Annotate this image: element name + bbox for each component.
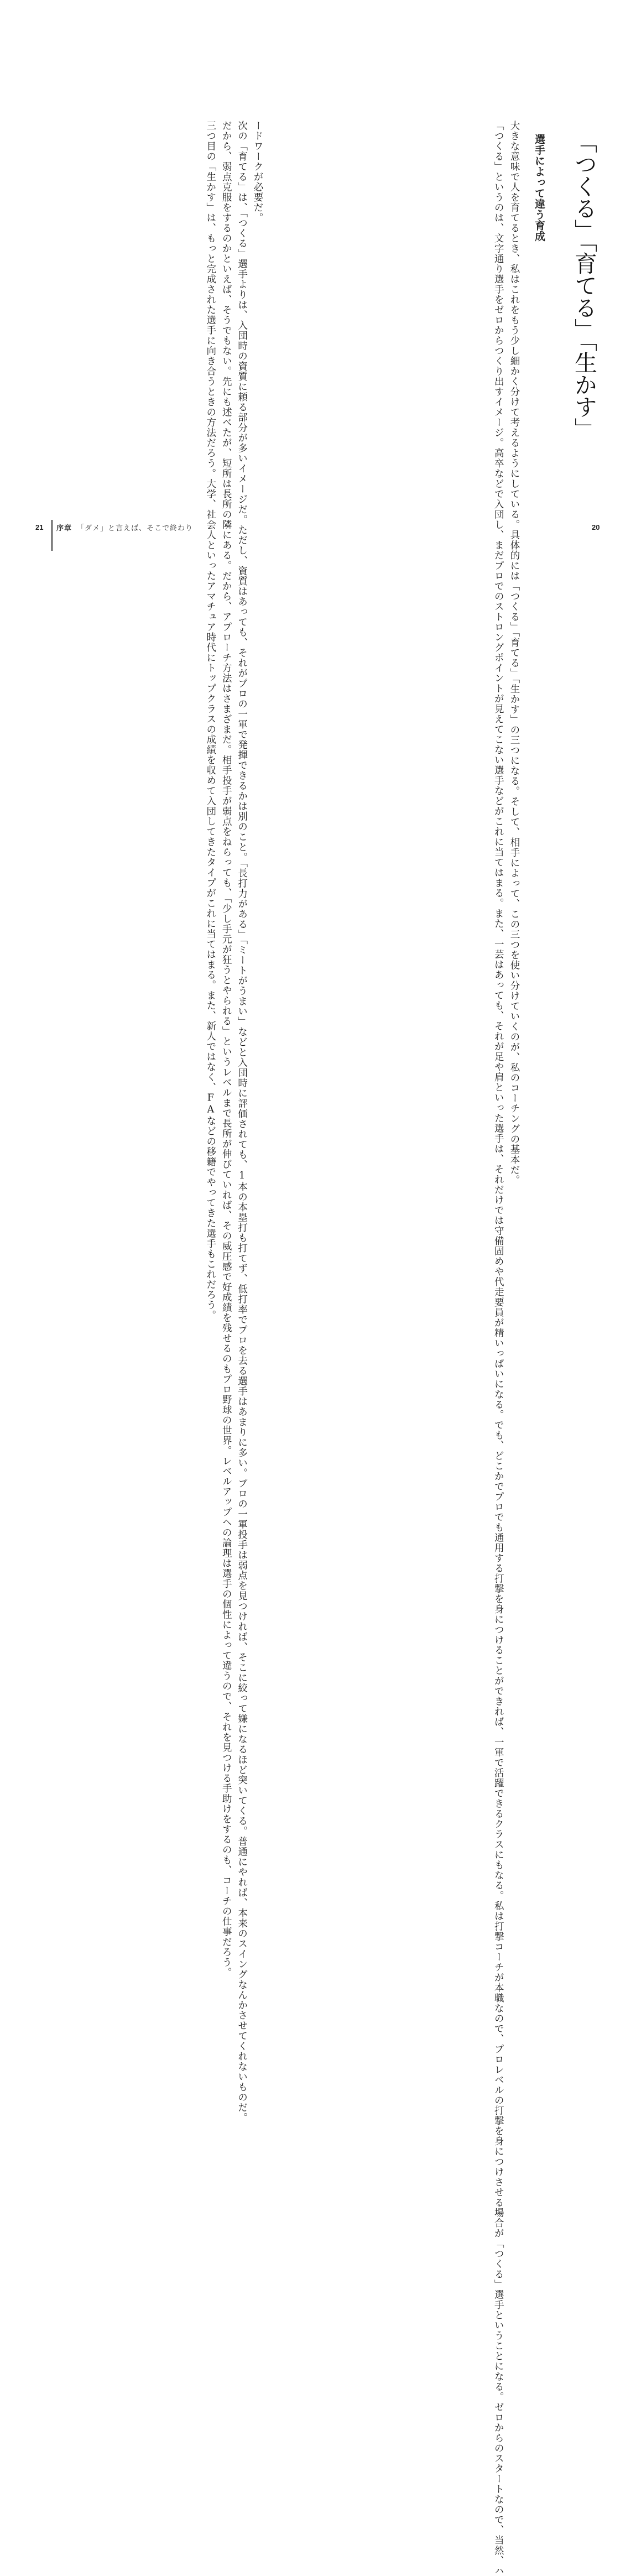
running-head-title: 「ダメ」と言えば、そこで終わり (77, 524, 194, 533)
section-heading: 選手によって違う育成 (533, 134, 545, 242)
paragraph: 大きな意味で人を育てるとき、私はこれをもう少し細かく分けて考えるようにしている。具体的には「つくる」「育てる」「生かす」の三つになる。そして、相手によって、この三つを使い分けていくのが、私のコーチングの基本だ。 (509, 121, 520, 1185)
paragraph: 「つくる」というのは、文字通り選手をゼロからつくり出すイメージ。高卒などで入団し、まだプロでのストロングポイントが見えてこない選手などがこれに当てはまる。また、一芸はあっても、それが足や肩といった選手は、それだけでは守備固めや代走要員が精いっぱいになる。でも、どこかでプロでも通用する打撃を身につけることができれば、一軍で活躍できるクラスにもなる。私は打撃コーチが本職なので、プロレベルの打撃を身につけさせる場合が「つくる」選手ということになる。ゼロからのスタートなので、当然、ハ (493, 121, 504, 2576)
running-head (56, 522, 193, 533)
running-head-chapter: 序章 (56, 524, 72, 533)
paragraph: 三つ目の「生かす」は、もっと完成された選手に向き合うときの方法だろう。大学、社会人といったアマチュア時代にトップクラスの成績を収めて入団してきたタイプがこれに当てはまる。また、新人ではなく、FAなどの移籍でやってきた選手もこれだろう。 (205, 121, 216, 1321)
page-number-right: 20 (592, 523, 600, 531)
paragraph: 次の「育てる」は、「つくる」選手よりは、入団時の資質に頼る部分が多いイメージだ。ただし、資質はあっても、それがプロの一軍で発揮できるかは別のこと。「長打力がある」「ミートがうまい」などと入団時に評価されても、1本の本塁打も打てず、低打率でプロを去る選手はあまりに多い。プロの一軍投手は弱点を見つければ、そこに絞って嫌になるほど突いてくる。普通にやれば、本来のスイングなんかさせてくれないものだ。 (236, 121, 248, 2123)
chapter-title: 「つくる」「育てる」「生かす」 (571, 131, 597, 440)
footer-divider (51, 520, 53, 551)
right-page-body (367, 121, 522, 2576)
paragraph: だから、弱点克服をするのかといえば、そうでもない。先にも述べたが、短所は長所の隣にある。だから、アプローチ方法はさまざまだ。相手投手が弱点をねらっても、「少し手元が狂うとやられる」というレベルまで長所が伸びていれば、その威圧感で好成績を残せるのもプロ野球の世界。レベルアップへの論理は選手の個性によって違うので、それを見つける手助けをするのも、コーチの仕事だろう。 (221, 121, 232, 1978)
paragraph: ードワークが必要だ。 (252, 121, 263, 223)
page-number-left: 21 (35, 523, 44, 531)
